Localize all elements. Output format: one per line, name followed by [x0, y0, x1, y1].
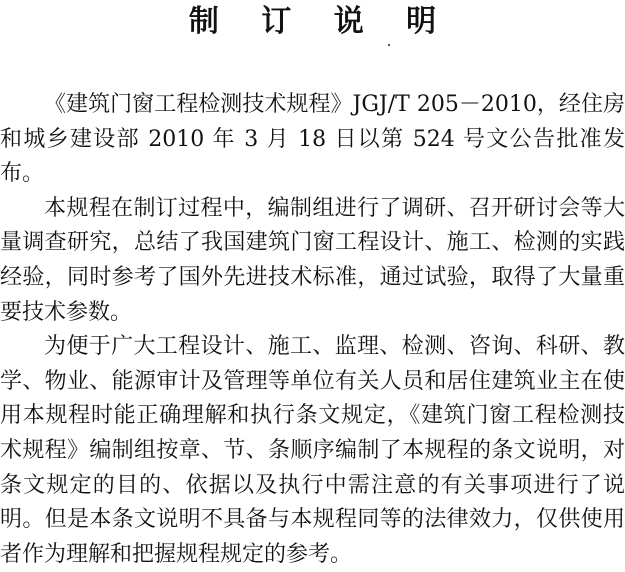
document-body — [0, 88, 625, 572]
paragraph-purpose: 为便于广大工程设计、施工、监理、检测、咨询、科研、教学、物业、能源审计及管理等单位有关人员和居住建筑业主在使用本规程时能正确理解和执行条文规定，《建筑门窗工程检测技术规程》编制组按章、节、条顺序编制了本规程的条文说明，对条文规定的目的、依据以及执行中需注意的有关事项进行了说明。但是本条文说明不具备与本规程同等的法律效力，仅供使用者作为理解和把握规程规定的参考。 — [0, 334, 625, 567]
paragraph-research: 本规程在制订过程中，编制组进行了调研、召开研讨会等大量调查研究，总结了我国建筑门窗工程设计、施工、检测的实践经验，同时参考了国外先进技术标准，通过试验，取得了大量重要技术参数。 — [0, 195, 625, 325]
scan-speck — [388, 44, 390, 46]
paragraph-publication: 《建筑门窗工程检测技术规程》JGJ/T 205－2010，经住房和城乡建设部 2010 年 3 月 18 日以第 524 号文公告批准发布。 — [0, 92, 625, 187]
page-title: 制 订 说 明 — [188, 4, 453, 39]
